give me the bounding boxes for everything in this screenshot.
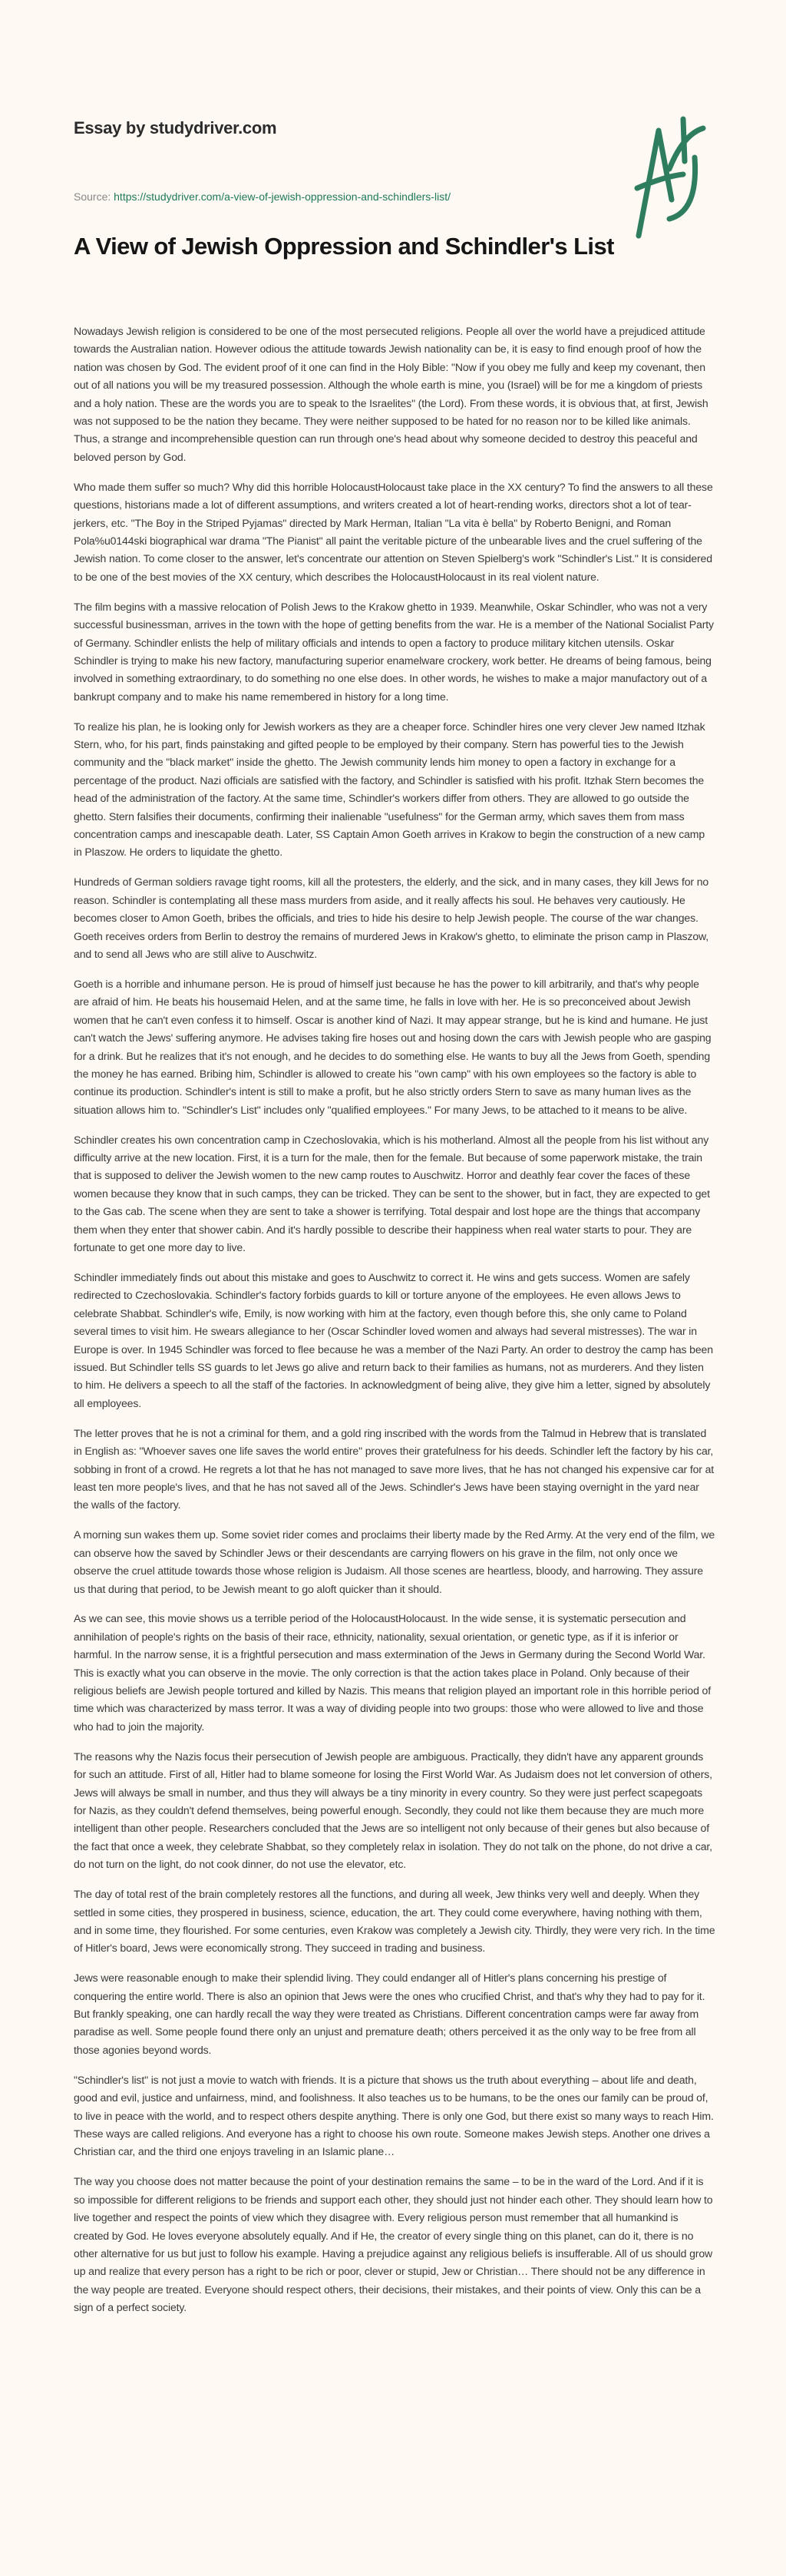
- essay-paragraph: Schindler creates his own concentration camp in Czechoslovakia, which is his motherland. Almost all the people from his list without any difficulty arrive at the new location. First, it is a turn for the male, then for the female. But because of some paperwork mistake, the train that is supposed to deliver the Jewish women to the new camp routes to Auschwitz. Horror and deathly fear cover the faces of these women because they know that in such camps, they can be tricked. They can be sent to the shower, but in fact, they are expected to get to the Gas cab. The scene when they are sent to take a shower is terrifying. Total despair and lost hope are the things that accompany them when they enter that shower cabin. And it's hardly possible to describe their happiness when real water starts to pour. They are fortunate to get one more day to live.: [74, 1133, 710, 1254]
- essay-paragraph: The day of total rest of the brain completely restores all the functions, and during all week, Jew thinks very well and deeply. When they settled in some cities, they prospered in business, science, education, the art. They could come everywhere, having nothing with them, and in some time, they flourished. For some centuries, even Krakow was completely a Jewish city. Thirdly, they were very rich. In the time of Hitler's board, Jews were economically strong. They succeed in trading and business.: [74, 1888, 715, 1955]
- essay-paragraph: The film begins with a massive relocation of Polish Jews to the Krakow ghetto in 1939. Meanwhile, Oskar Schindler, who was not a very successful businessman, arrives in the town with the hope of getting benefits from the war. He is a member of the National Socialist Party of Germany. Schindler enlists the help of military officials and intends to open a factory to produce military kitchen utensils. Oskar Schindler is trying to make his new factory, manufacturing superior enamelware crockery, work better. He dreams of being famous, being involved in something extraordinary, to do something no one else does. In other words, he wishes to make a major manufactory out of a bankrupt company and to make his name remembered in history for a long time.: [74, 600, 714, 703]
- essay-paragraph: Goeth is a horrible and inhumane person. He is proud of himself just because he has the power to kill arbitrarily, and that's why people are afraid of him. He beats his housemaid Helen, and at the same time, he falls in love with her. He is so preconceived about Jewish women that he can't even confess it to himself. Oscar is another kind of Nazi. It may appear strange, but he is kind and humane. He just can't watch the Jews' suffering anymore. He advises taking fire hoses out and hosing down the cars with Jewish people who are gasping for a drink. But he realizes that it's not enough, and he decides to do something else. He wants to buy all the Jews from Goeth, spending the money he has earned. Bribing him, Schindler is allowed to create his "own camp" with his own employees so the factory is able to continue its production. Schindler's intent is still to make a profit, but he also strictly orders Stern to save as many human lives as the situation allows him to. "Schindler's List" includes only "qualified employees." For many Jews, to be attached to it means to be alive.: [74, 977, 712, 1116]
- essay-paragraph: The letter proves that he is not a criminal for them, and a gold ring inscribed with the words from the Talmud in Hebrew that is translated in English as: "Whoever saves one life saves the world entire" proves their gratefulness for his deeds. Schindler left the factory by his car, sobbing in front of a crowd. He regrets a lot that he has not managed to save more lives, that he has not changed his expensive car for at least ten more people's lives, and that he has not saved all of the Jews. Schindler's Jews have been staying overnight in the yard near the walls of the factory.: [74, 1426, 715, 1511]
- source-label: Source:: [74, 190, 111, 203]
- site-brand: Essay by studydriver.com: [74, 118, 277, 137]
- essay-paragraph: Hundreds of German soldiers ravage tight rooms, kill all the protesters, the elderly, and the sick, and in many cases, they kill Jews for no reason. Schindler is contemplating all these mass murders from aside, and it really affects his soul. He behaves very cautiously. He becomes closer to Amon Goeth, bribes the officials, and tries to hide his desire to help Jewish people. The course of the war changes. Goeth receives orders from Berlin to destroy the remains of murdered Jews in Krakow's ghetto, to eliminate the prison camp in Plaszow, and to send all Jews who are still alive to Auschwitz.: [74, 876, 709, 960]
- essay-paragraph: To realize his plan, he is looking only for Jewish workers as they are a cheaper force. Schindler hires one very clever Jew named Itzhak Stern, who, for his part, finds painstaking and gifted people to be employed by their company. Stern has powerful ties to the Jewish community and the "black market" inside the ghetto. The Jewish community lends him money to open a factory in exchange for a percentage of the product. Nazi officials are satisfied with the factory, and Schindler is satisfied with his profit. Itzhak Stern becomes the head of the administration of the factory. At the same time, Schindler's workers differ from others. They are allowed to go outside the ghetto. Stern falsifies their documents, confirming their inalienable "usefulness" for the German army, which saves them from mass concentration camps and inescapable death. Later, SS Captain Amon Goeth arrives in Krakow to begin the construction of a new camp in Plaszow. He orders to liquidate the ghetto.: [74, 720, 705, 859]
- essay-paragraph: The reasons why the Nazis focus their persecution of Jewish people are ambiguous. Practically, they didn't have any apparent grounds for such an attitude. First of all, Hitler had to blame someone for losing the First World War. As Judaism does not let conversion of others, Jews will always be small in number, and thus they will always be a tiny minority in every country. So they were just perfect scapegoats for Nazis, as they couldn't defend themselves, being powerful enough. Secondly, they could not like them because they are much more intelligent than other people. Researchers concluded that the Jews are so intelligent not only because of their genes but also because of the fact that once a week, they celebrate Shabbat, so they completely relax in isolation. They do not talk on the phone, do not drive a car, do not turn on the light, do not cook dinner, do not use the elevator, etc.: [74, 1750, 712, 1871]
- source-link[interactable]: https://studydriver.com/a-view-of-jewish-oppression-and-schindlers-list/: [114, 190, 451, 203]
- essay-body: [74, 323, 715, 2329]
- essay-paragraph: As we can see, this movie shows us a terrible period of the HolocaustHolocaust. In the wide sense, it is systematic persecution and annihilation of people's rights on the basis of their race, ethnicity, nationality, sexual orientation, or genetic type, as if it is inferior or harmful. In the narrow sense, it is a frightful persecution and mass extermination of the Jews in Germany during the Second World War. This is exactly what you can observe in the movie. The only correction is that the action takes place in Poland. Only because of their religious beliefs are Jewish people tortured and killed by Nazis. This means that religion played an important role in this horrible period of time which was characterized by mass terror. It was a way of dividing people into two groups: those who were allowed to live and those who had to join the majority.: [74, 1612, 712, 1733]
- essay-paragraph: Jews were reasonable enough to make their splendid living. They could endanger all of Hitler's plans concerning his prestige of conquering the entire world. There is also an opinion that Jews were the ones who crucified Christ, and that's why they had to pay for it. But frankly speaking, one can hardly recall the way they were treated as Christians. Different concentration camps were far away from paradise as well. Some people found there only an unjust and premature death; others perceived it as the only way to be free from all those agonies beyond words.: [74, 1972, 705, 2056]
- essay-paragraph: Who made them suffer so much? Why did this horrible HolocaustHolocaust take place in the XX century? To find the answers to all these questions, historians made a lot of different assumptions, and writers created a lot of heart-rending works, directors shot a lot of tear-jerkers, etc. "The Boy in the Striped Pyjamas" directed by Mark Herman, Italian "La vita è bella" by Roberto Benigni, and Roman Pola%u0144ski biographical war drama "The Pianist" all paint the veritable picture of the unbearable lives and the cruel suffering of the Jewish nation. To come closer to the answer, let's concentrate our attention on Steven Spielberg's work "Schindler's List." It is considered to be one of the best movies of the XX century, which describes the HolocaustHolocaust in its real violent nature.: [74, 480, 713, 583]
- essay-paragraph: The way you choose does not matter because the point of your destination remains the same – to be in the ward of the Lord. And if it is so impossible for different religions to be friends and support each other, they should just not hinder each other. They should learn how to live together and respect the points of view which they disagree with. Every religious person must remember that all humankind is created by God. He loves everyone absolutely equally. And if He, the creator of every single thing on this planet, can do it, there is no other alternative for us but just to follow his example. Having a prejudice against any religious beliefs is insufferable. All of us should grow up and realize that every person has a right to be rich or poor, clever or stupid, Jew or Christian… There should not be any difference in the way people are treated. Everyone should respect others, their decisions, their mistakes, and their points of view. Only this can be a sign of a perfect society.: [74, 2175, 713, 2314]
- essay-paragraph: Nowadays Jewish religion is considered to be one of the most persecuted religions. People all over the world have a prejudiced attitude towards the Australian nation. However odious the attitude towards Jewish nationality can be, it is easy to find enough proof of how the nation was chosen by God. The evident proof of it one can find in the Holy Bible: "Now if you obey me fully and keep my covenant, then out of all nations you will be my treasured possession. Although the whole earth is mine, you (Israel) will be for me a kingdom of priests and a holy nation. These are the words you are to speak to the Israelites" (the Lord). From these words, it is obvious that, at first, Jewish was not supposed to be the nation they became. They were neither supposed to be hated for no reason nor to be killed like animals. Thus, a strange and incomprehensible question can run through one's head about why someone decided to destroy this peaceful and beloved person by God.: [74, 325, 708, 463]
- essay-title: A View of Jewish Oppression and Schindler's List: [74, 233, 614, 260]
- essay-paragraph: A morning sun wakes them up. Some soviet rider comes and proclaims their liberty made by the Red Army. At the very end of the film, we can observe how the saved by Schindler Jews or their descendants are carrying flowers on his grave in the film, not only once we observe the cruel attitude towards those whose religion is Judaism. All those scenes are heartless, bloody, and harrowing. They assure us that during that period, to be Jewish meant to go aloft quicker than it should.: [74, 1528, 715, 1595]
- essay-paragraph: "Schindler's list" is not just a movie to watch with friends. It is a picture that shows us the truth about everything – about life and death, good and evil, justice and unfairness, mind, and foolishness. It also teaches us to be humans, to be the ones our family can be proud of, to live in peace with the world, and to respect others despite anything. There is only one God, but there exist so many ways to reach Him. These ways are called religions. And everyone has a right to choose his own route. Someone makes Jewish steps. Another one drives a Christian car, and the third one enjoys traveling in an Islamic plane…: [74, 2073, 714, 2158]
- essay-paragraph: Schindler immediately finds out about this mistake and goes to Auschwitz to correct it. He wins and gets success. Women are safely redirected to Czechoslovakia. Schindler's factory forbids guards to kill or torture anyone of the employees. He even allows Jews to celebrate Shabbat. Schindler's wife, Emily, is now working with him at the factory, even though before this, she only came to Poland several times to visit him. He swears allegiance to her (Oscar Schindler loved women and always had several mistresses). The war in Europe is over. In 1945 Schindler was forced to flee because he was a member of the Nazi Party. An order to destroy the camp has been issued. But Schindler tells SS guards to let Jews go alive and return back to their families as humans, not as murderers. And they listen to him. He delivers a speech to all the staff of the factories. In acknowledgment of being alive, they give him a letter, signed by absolutely all employees.: [74, 1271, 713, 1409]
- a-plus-logo-icon: [629, 104, 706, 246]
- source-line: [74, 190, 451, 203]
